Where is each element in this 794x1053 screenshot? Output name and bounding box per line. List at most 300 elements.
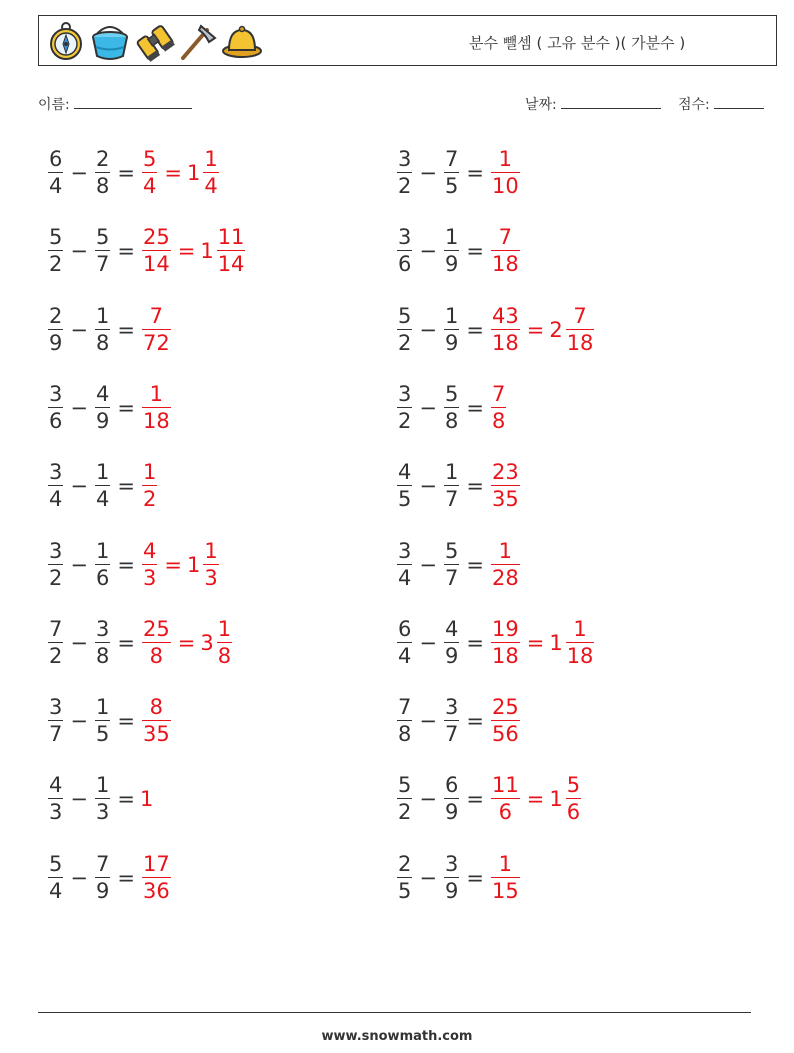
second-fraction-numerator: 1 [95, 772, 110, 797]
second-fraction-denominator: 9 [444, 331, 459, 356]
answer-fraction-numerator: 11 [491, 772, 519, 797]
problem-row [46, 378, 173, 438]
compass-icon [45, 20, 87, 62]
second-fraction [95, 694, 110, 747]
answer-fraction-denominator: 36 [142, 879, 170, 904]
answer-fraction [491, 538, 520, 591]
problem-row [46, 769, 153, 829]
answer-fraction [142, 146, 157, 199]
first-fraction [48, 459, 63, 512]
first-fraction [397, 616, 412, 669]
second-fraction [444, 851, 459, 904]
mixed-whole: 1 [200, 239, 214, 263]
first-fraction-numerator: 2 [49, 303, 63, 328]
minus-sign: − [419, 787, 437, 811]
first-fraction-numerator: 3 [398, 146, 412, 171]
minus-sign: − [419, 553, 437, 577]
minus-sign: − [70, 709, 88, 733]
mixed-fraction [566, 616, 595, 669]
minus-sign: − [70, 866, 88, 890]
answer [489, 694, 522, 747]
answer-fraction-denominator: 18 [142, 409, 170, 434]
first-fraction-numerator: 5 [398, 303, 412, 328]
problem-row [395, 300, 596, 360]
answer-fraction [491, 616, 520, 669]
minus-sign: − [419, 396, 437, 420]
answer-fraction-numerator: 7 [149, 303, 164, 328]
answer-fraction-denominator: 15 [491, 879, 519, 904]
first-fraction-denominator: 4 [49, 879, 63, 904]
answer [140, 694, 173, 747]
answer [140, 616, 234, 669]
equals-sign: = [466, 396, 484, 420]
answer-equals-sign: = [164, 553, 182, 577]
answer-fraction [142, 381, 171, 434]
first-fraction-numerator: 7 [398, 694, 412, 719]
first-fraction [48, 538, 63, 591]
minus-sign: − [419, 318, 437, 342]
answer-fraction-denominator: 18 [491, 644, 519, 669]
second-fraction-denominator: 7 [444, 566, 459, 591]
pith-helmet-icon [221, 20, 263, 62]
answer-fraction-numerator: 25 [142, 224, 170, 249]
minus-sign: − [419, 161, 437, 185]
answer-fraction [491, 694, 520, 747]
equals-sign: = [466, 239, 484, 263]
problem-row [46, 535, 221, 595]
mixed-fraction-denominator: 8 [217, 644, 232, 669]
answer [489, 381, 508, 434]
second-fraction [444, 772, 459, 825]
mixed-fraction-numerator: 1 [217, 616, 232, 641]
minus-sign: − [419, 866, 437, 890]
mixed-whole: 1 [549, 787, 563, 811]
answer-fraction [142, 616, 171, 669]
answer-fraction-denominator: 14 [142, 252, 170, 277]
answer-fraction [491, 381, 506, 434]
equals-sign: = [117, 318, 135, 342]
second-fraction-denominator: 8 [95, 331, 110, 356]
mixed-fraction-numerator: 5 [566, 772, 581, 797]
first-fraction-denominator: 6 [398, 252, 412, 277]
answer [489, 303, 596, 356]
equals-sign: = [466, 474, 484, 498]
answer [140, 538, 221, 591]
first-fraction-numerator: 5 [49, 851, 63, 876]
minus-sign: − [70, 161, 88, 185]
equals-sign: = [117, 709, 135, 733]
problem-row [46, 848, 173, 908]
first-fraction [397, 459, 412, 512]
problem-row [395, 535, 522, 595]
answer-fraction [491, 851, 520, 904]
answer-fraction-numerator: 1 [149, 381, 164, 406]
second-fraction-denominator: 6 [95, 566, 110, 591]
answer [140, 224, 247, 277]
answer-fraction-denominator: 3 [142, 566, 157, 591]
first-fraction-numerator: 3 [49, 538, 63, 563]
problem-row [395, 848, 522, 908]
score-blank[interactable] [714, 94, 764, 109]
first-fraction-numerator: 3 [398, 224, 412, 249]
second-fraction [95, 459, 110, 512]
answer-fraction-numerator: 7 [498, 224, 513, 249]
mixed-fraction-numerator: 7 [573, 303, 587, 328]
second-fraction-denominator: 7 [444, 487, 459, 512]
second-fraction-numerator: 3 [444, 851, 459, 876]
answer-fraction-numerator: 4 [142, 538, 157, 563]
minus-sign: − [70, 396, 88, 420]
mixed-fraction [566, 772, 581, 825]
answer-fraction-denominator: 56 [491, 722, 519, 747]
first-fraction-numerator: 3 [49, 459, 63, 484]
first-fraction-numerator: 5 [398, 772, 412, 797]
first-fraction-denominator: 4 [49, 487, 63, 512]
second-fraction [95, 146, 110, 199]
second-fraction-numerator: 4 [444, 616, 459, 641]
mixed-whole: 3 [200, 631, 214, 655]
worksheet-header [38, 15, 777, 66]
second-fraction [95, 303, 110, 356]
second-fraction [95, 381, 110, 434]
second-fraction-numerator: 1 [95, 459, 110, 484]
second-fraction-denominator: 9 [95, 879, 110, 904]
equals-sign: = [117, 161, 135, 185]
date-field[interactable] [525, 94, 661, 114]
second-fraction [444, 538, 459, 591]
answer [140, 851, 173, 904]
first-fraction-numerator: 3 [398, 381, 412, 406]
answer-fraction-numerator: 1 [142, 459, 157, 484]
answer-fraction [142, 303, 171, 356]
answer [489, 224, 522, 277]
answer-fraction-numerator: 19 [491, 616, 519, 641]
second-fraction [444, 616, 459, 669]
answer-fraction-denominator: 10 [491, 174, 519, 199]
answer-fraction-denominator: 2 [142, 487, 157, 512]
second-fraction [95, 224, 110, 277]
first-fraction-denominator: 5 [398, 487, 412, 512]
mixed-fraction-denominator: 3 [204, 566, 218, 591]
answer [489, 538, 522, 591]
answer-fraction [491, 224, 520, 277]
equals-sign: = [117, 239, 135, 263]
second-fraction [444, 146, 459, 199]
second-fraction [95, 772, 110, 825]
problem-row [395, 691, 522, 751]
worksheet-title: 분수 뺄셈 ( 고유 분수 )( 가분수 ) [469, 34, 686, 52]
problem-row [46, 300, 173, 360]
first-fraction-denominator: 7 [49, 722, 63, 747]
minus-sign: − [419, 239, 437, 263]
first-fraction-denominator: 5 [398, 879, 412, 904]
name-blank[interactable] [74, 94, 192, 109]
second-fraction-denominator: 7 [444, 722, 459, 747]
score-field[interactable] [678, 94, 764, 114]
mixed-fraction-denominator: 18 [566, 644, 594, 669]
mixed-fraction-numerator: 1 [204, 146, 218, 171]
answer-equals-sign: = [177, 239, 196, 263]
second-fraction-denominator: 8 [95, 174, 110, 199]
answer [489, 616, 596, 669]
minus-sign: − [70, 318, 88, 342]
minus-sign: − [419, 474, 437, 498]
score-label: 점수: [678, 97, 710, 113]
first-fraction [48, 772, 63, 825]
equals-sign: = [117, 631, 135, 655]
footer-divider [38, 1012, 751, 1013]
first-fraction-denominator: 3 [49, 800, 63, 825]
minus-sign: − [70, 239, 88, 263]
second-fraction [444, 303, 459, 356]
answer-fraction-denominator: 35 [142, 722, 170, 747]
problem-row [46, 613, 234, 673]
problem-row [46, 691, 173, 751]
second-fraction [444, 459, 459, 512]
answer-fraction-numerator: 7 [491, 381, 506, 406]
first-fraction [397, 303, 412, 356]
mixed-whole: 1 [549, 631, 563, 655]
problem-row [395, 613, 596, 673]
second-fraction-numerator: 1 [444, 224, 459, 249]
minus-sign: − [70, 787, 88, 811]
answer-fraction [142, 459, 157, 512]
second-fraction-numerator: 2 [95, 146, 110, 171]
second-fraction [95, 538, 110, 591]
mixed-whole: 1 [186, 553, 201, 577]
first-fraction-denominator: 4 [49, 174, 63, 199]
first-fraction [48, 616, 63, 669]
first-fraction-numerator: 6 [49, 146, 63, 171]
answer-fraction-numerator: 23 [491, 459, 519, 484]
first-fraction-denominator: 8 [398, 722, 412, 747]
mixed-fraction [203, 146, 218, 199]
answer-fraction [491, 146, 520, 199]
second-fraction-denominator: 5 [95, 722, 110, 747]
equals-sign: = [466, 631, 484, 655]
answer-equals-sign: = [526, 318, 545, 342]
second-fraction [95, 616, 110, 669]
answer-fraction-denominator: 72 [142, 331, 170, 356]
equals-sign: = [466, 318, 484, 342]
first-fraction [48, 381, 63, 434]
first-fraction-numerator: 4 [398, 459, 412, 484]
second-fraction-denominator: 8 [444, 409, 459, 434]
answer-fraction-numerator: 25 [491, 694, 519, 719]
answer [489, 851, 522, 904]
first-fraction-numerator: 3 [49, 381, 63, 406]
first-fraction [397, 224, 412, 277]
second-fraction-numerator: 1 [95, 303, 110, 328]
answer-fraction-numerator: 8 [149, 694, 164, 719]
second-fraction-denominator: 8 [95, 644, 110, 669]
first-fraction-numerator: 6 [398, 616, 412, 641]
answer [140, 787, 153, 811]
equals-sign: = [466, 787, 484, 811]
mixed-fraction-denominator: 6 [566, 800, 581, 825]
name-field[interactable] [38, 94, 192, 114]
equals-sign: = [117, 787, 135, 811]
mixed-fraction-numerator: 1 [573, 616, 587, 641]
first-fraction [397, 772, 412, 825]
date-label: 날짜: [525, 97, 557, 113]
first-fraction-denominator: 2 [398, 800, 412, 825]
first-fraction-denominator: 4 [398, 566, 412, 591]
header-icons [45, 20, 263, 62]
problem-row [395, 769, 583, 829]
second-fraction-numerator: 1 [95, 538, 110, 563]
mixed-fraction-denominator: 18 [566, 331, 594, 356]
answer-fraction [491, 772, 520, 825]
second-fraction-denominator: 9 [444, 644, 459, 669]
second-fraction-denominator: 9 [444, 800, 459, 825]
second-fraction-numerator: 1 [444, 459, 459, 484]
first-fraction [397, 538, 412, 591]
minus-sign: − [70, 631, 88, 655]
answer-fraction-denominator: 6 [498, 800, 513, 825]
name-label: 이름: [38, 97, 70, 113]
equals-sign: = [466, 553, 484, 577]
binoculars-icon [133, 20, 175, 62]
answer-fraction-denominator: 8 [491, 409, 506, 434]
first-fraction-denominator: 2 [398, 409, 412, 434]
answer-fraction [142, 851, 171, 904]
second-fraction-numerator: 3 [95, 616, 110, 641]
mixed-fraction-denominator: 4 [204, 174, 218, 199]
answer-fraction-numerator: 5 [142, 146, 157, 171]
second-fraction-numerator: 5 [444, 381, 459, 406]
second-fraction-denominator: 9 [444, 879, 459, 904]
answer-fraction-denominator: 18 [491, 331, 519, 356]
first-fraction [397, 851, 412, 904]
mixed-fraction-numerator: 11 [217, 224, 245, 249]
second-fraction-denominator: 9 [95, 409, 110, 434]
answer-fraction-numerator: 1 [498, 146, 513, 171]
problem-row [46, 143, 221, 203]
equals-sign: = [466, 709, 484, 733]
first-fraction-numerator: 7 [49, 616, 63, 641]
answer-fraction-numerator: 17 [142, 851, 170, 876]
minus-sign: − [70, 474, 88, 498]
answer-fraction [142, 694, 171, 747]
answer-fraction-denominator: 4 [142, 174, 157, 199]
second-fraction-denominator: 4 [95, 487, 110, 512]
answer-fraction-numerator: 25 [142, 616, 170, 641]
second-fraction-numerator: 1 [95, 694, 110, 719]
second-fraction-numerator: 5 [444, 538, 459, 563]
answer [140, 381, 173, 434]
answer-fraction [491, 303, 520, 356]
answer [140, 303, 173, 356]
answer-whole: 1 [139, 787, 154, 811]
problem-row [395, 143, 522, 203]
first-fraction [48, 851, 63, 904]
answer [140, 146, 221, 199]
answer-fraction-numerator: 1 [498, 851, 513, 876]
answer-fraction [491, 459, 520, 512]
second-fraction-numerator: 6 [444, 772, 459, 797]
date-blank[interactable] [561, 94, 661, 109]
footer-url: www.snowmath.com [321, 1029, 473, 1044]
equals-sign: = [466, 161, 484, 185]
mixed-fraction-numerator: 1 [204, 538, 218, 563]
first-fraction-denominator: 6 [49, 409, 63, 434]
first-fraction-denominator: 2 [398, 174, 412, 199]
problem-row [395, 221, 522, 281]
minus-sign: − [419, 631, 437, 655]
equals-sign: = [466, 866, 484, 890]
first-fraction-denominator: 4 [398, 644, 412, 669]
answer-equals-sign: = [526, 787, 545, 811]
second-fraction-denominator: 3 [95, 800, 110, 825]
problem-row [395, 378, 508, 438]
first-fraction-denominator: 2 [398, 331, 412, 356]
second-fraction [95, 851, 110, 904]
first-fraction [48, 224, 63, 277]
mixed-fraction [566, 303, 595, 356]
answer-fraction-denominator: 28 [491, 566, 519, 591]
answer-fraction-numerator: 43 [491, 303, 519, 328]
first-fraction-denominator: 2 [49, 644, 63, 669]
answer-fraction-denominator: 35 [491, 487, 519, 512]
mixed-fraction [217, 616, 232, 669]
mixed-whole: 2 [549, 318, 563, 342]
mixed-whole: 1 [186, 161, 201, 185]
problem-row [46, 221, 247, 281]
first-fraction [48, 694, 63, 747]
mixed-fraction [203, 538, 218, 591]
first-fraction-numerator: 5 [49, 224, 63, 249]
answer [140, 459, 159, 512]
answer-fraction-numerator: 1 [498, 538, 513, 563]
second-fraction-numerator: 4 [95, 381, 110, 406]
answer-fraction [142, 538, 157, 591]
first-fraction-denominator: 2 [49, 566, 63, 591]
equals-sign: = [117, 474, 135, 498]
minus-sign: − [419, 709, 437, 733]
first-fraction-numerator: 3 [398, 538, 412, 563]
answer-fraction [142, 224, 171, 277]
problem-row [46, 456, 159, 516]
first-fraction [48, 146, 63, 199]
second-fraction [444, 694, 459, 747]
second-fraction-denominator: 9 [444, 252, 459, 277]
first-fraction-numerator: 2 [398, 851, 412, 876]
bucket-icon [89, 20, 131, 62]
mixed-fraction [217, 224, 246, 277]
first-fraction-denominator: 9 [49, 331, 63, 356]
mixed-fraction-denominator: 14 [217, 252, 245, 277]
answer [489, 459, 522, 512]
answer-fraction-denominator: 18 [491, 252, 519, 277]
second-fraction-denominator: 7 [95, 252, 110, 277]
minus-sign: − [70, 553, 88, 577]
axe-icon [177, 20, 219, 62]
equals-sign: = [117, 866, 135, 890]
answer [489, 772, 583, 825]
answer-equals-sign: = [526, 631, 545, 655]
second-fraction-numerator: 5 [95, 224, 110, 249]
first-fraction-denominator: 2 [49, 252, 63, 277]
equals-sign: = [117, 396, 135, 420]
second-fraction-numerator: 3 [444, 694, 459, 719]
answer-equals-sign: = [164, 161, 182, 185]
first-fraction [397, 694, 412, 747]
second-fraction [444, 381, 459, 434]
first-fraction [48, 303, 63, 356]
first-fraction-numerator: 4 [49, 772, 63, 797]
second-fraction-denominator: 5 [444, 174, 459, 199]
